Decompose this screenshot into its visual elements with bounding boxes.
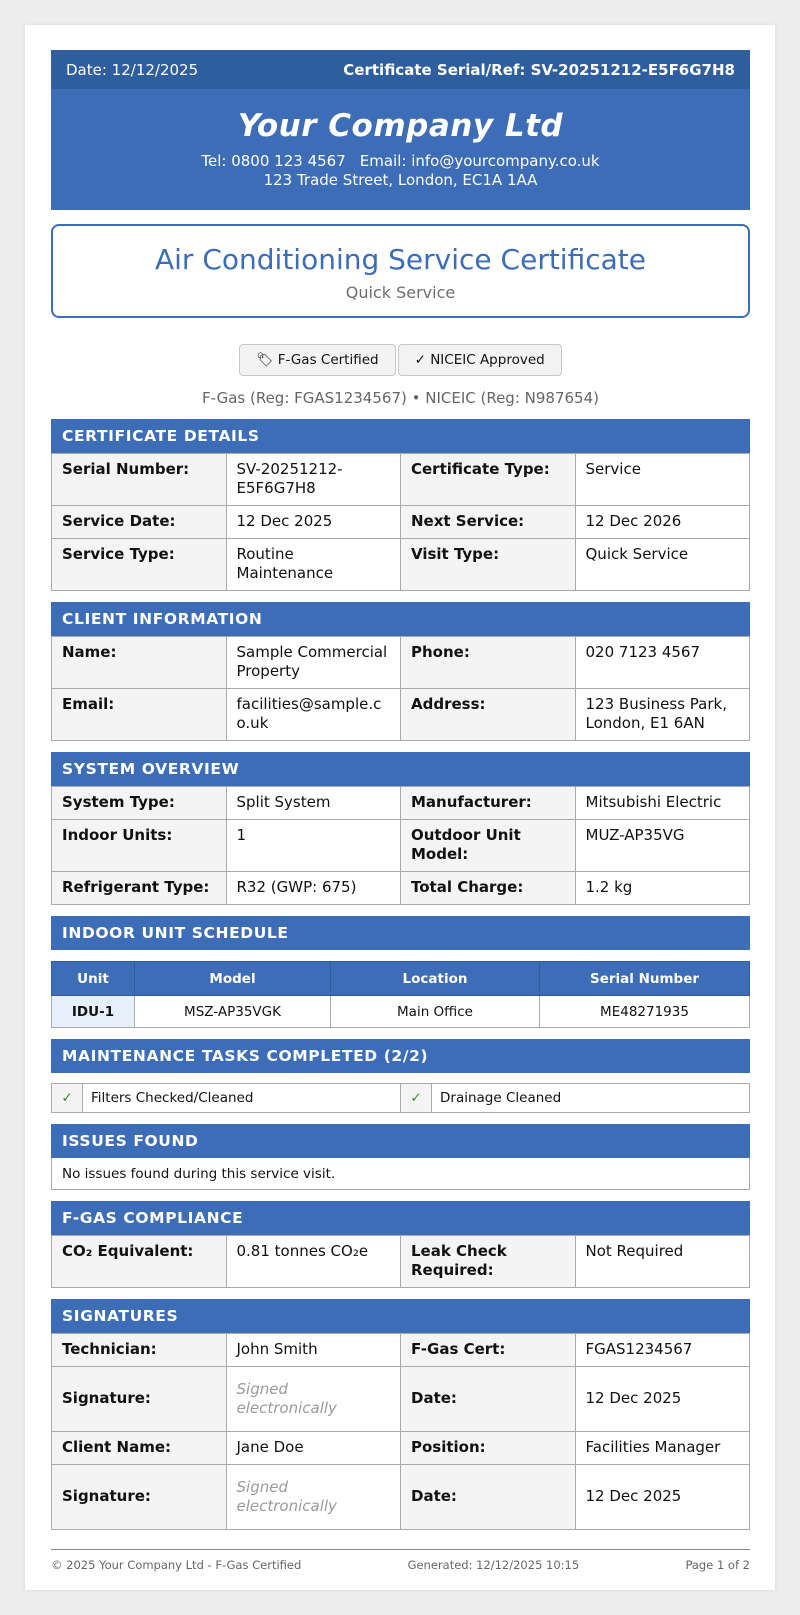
field-label: Date: [401, 1367, 576, 1432]
company-name: Your Company Ltd [237, 108, 564, 144]
task-label: Drainage Cleaned [440, 1090, 562, 1106]
footer-copyright: © 2025 Your Company Ltd - F-Gas Certified [51, 1558, 302, 1572]
column-header: Unit [52, 962, 135, 996]
signatures-section [51, 1299, 750, 1530]
unit-serial: ME48271935 [540, 996, 750, 1028]
table-row [52, 1334, 750, 1367]
fgas-cert-value: FGAS1234567 [575, 1334, 750, 1367]
check-icon: ✓ [52, 1084, 83, 1112]
certificate-details-section [51, 419, 750, 591]
field-label: Indoor Units: [52, 820, 227, 872]
company-tel: Tel: 0800 123 4567 [201, 152, 346, 170]
section-heading: SIGNATURES [51, 1299, 750, 1333]
fgas-compliance-section [51, 1201, 750, 1288]
list-item [401, 1083, 750, 1113]
section-heading: CERTIFICATE DETAILS [51, 419, 750, 453]
field-label: Certificate Type: [401, 454, 576, 506]
certificate-details-table [51, 453, 750, 591]
page-footer [51, 1549, 750, 1572]
field-label: System Type: [52, 787, 227, 820]
certificate-type-value: Service [575, 454, 750, 506]
maintenance-task-list [51, 1083, 750, 1113]
field-label: Refrigerant Type: [52, 872, 227, 905]
table-row [52, 637, 750, 689]
table-row [52, 539, 750, 591]
system-overview-section [51, 752, 750, 905]
section-heading: SYSTEM OVERVIEW [51, 752, 750, 786]
company-contact [51, 152, 750, 171]
column-header: Location [331, 962, 540, 996]
next-service-value: 12 Dec 2026 [575, 506, 750, 539]
manufacturer-value: Mitsubishi Electric [575, 787, 750, 820]
section-heading: INDOOR UNIT SCHEDULE [51, 916, 750, 950]
service-date-value: 12 Dec 2025 [226, 506, 401, 539]
registration-numbers: F-Gas (Reg: FGAS1234567) • NICEIC (Reg: N987654) [201, 389, 599, 407]
table-row [52, 506, 750, 539]
table-row [52, 996, 750, 1028]
column-header: Serial Number [540, 962, 750, 996]
company-email: Email: info@yourcompany.co.uk [359, 152, 600, 170]
leak-check-value: Not Required [575, 1236, 750, 1288]
footer-generated: Generated: 12/12/2025 10:15 [407, 1558, 580, 1572]
unit-id: IDU-1 [52, 996, 135, 1028]
client-information-table [51, 636, 750, 741]
co2-equivalent-value: 0.81 tonnes CO₂e [226, 1236, 401, 1288]
field-label: Address: [401, 689, 576, 741]
field-label: Technician: [52, 1334, 227, 1367]
field-label: CO₂ Equivalent: [52, 1236, 227, 1288]
client-information-section [51, 602, 750, 741]
field-label: Position: [401, 1432, 576, 1465]
company-address: 123 Trade Street, London, EC1A 1AA [263, 171, 538, 189]
task-label: Filters Checked/Cleaned [91, 1090, 254, 1106]
table-row [52, 1432, 750, 1465]
client-email-value: facilities@sample.co.uk [226, 689, 401, 741]
client-signatory-value: Jane Doe [226, 1432, 401, 1465]
section-heading: F-GAS COMPLIANCE [51, 1201, 750, 1235]
section-heading: ISSUES FOUND [51, 1124, 750, 1158]
signatures-table [51, 1333, 750, 1530]
system-type-value: Split System [226, 787, 401, 820]
field-label: Visit Type: [401, 539, 576, 591]
field-label: Email: [52, 689, 227, 741]
table-row [52, 689, 750, 741]
table-row [52, 454, 750, 506]
issues-section [51, 1124, 750, 1190]
client-signature: Signed electronically [226, 1465, 401, 1530]
indoor-unit-schedule-section [51, 916, 750, 1028]
field-label: Serial Number: [52, 454, 227, 506]
section-heading: MAINTENANCE TASKS COMPLETED (2/2) [51, 1039, 750, 1073]
accreditation-badges [51, 344, 750, 376]
unit-location: Main Office [331, 996, 540, 1028]
certificate-ref: Certificate Serial/Ref: SV-20251212-E5F6G7H8 [343, 60, 735, 79]
client-address-value: 123 Business Park, London, E1 6AN [575, 689, 750, 741]
table-row [52, 872, 750, 905]
client-position-value: Facilities Manager [575, 1432, 750, 1465]
field-label: Outdoor Unit Model: [401, 820, 576, 872]
certificate-page [25, 25, 775, 1590]
niceic-badge: ✓ NICEIC Approved [398, 344, 562, 376]
table-header-row [52, 962, 750, 996]
check-icon: ✓ [401, 1084, 432, 1112]
table-row [52, 1465, 750, 1530]
refrigerant-type-value: R32 (GWP: 675) [226, 872, 401, 905]
technician-name-value: John Smith [226, 1334, 401, 1367]
outdoor-model-value: MUZ-AP35VG [575, 820, 750, 872]
section-heading: CLIENT INFORMATION [51, 602, 750, 636]
company-header [51, 89, 750, 210]
total-charge-value: 1.2 kg [575, 872, 750, 905]
field-label: Next Service: [401, 506, 576, 539]
technician-signature: Signed electronically [226, 1367, 401, 1432]
field-label: Name: [52, 637, 227, 689]
top-bar [51, 50, 750, 89]
page-number: Page 1 of 2 [685, 1558, 750, 1572]
client-name-value: Sample Commercial Property [226, 637, 401, 689]
indoor-unit-table [51, 961, 750, 1028]
technician-date-value: 12 Dec 2025 [575, 1367, 750, 1432]
list-item [51, 1083, 401, 1113]
issue-date: Date: 12/12/2025 [66, 60, 199, 79]
column-header: Model [135, 962, 331, 996]
maintenance-section [51, 1039, 750, 1113]
fgas-compliance-table [51, 1235, 750, 1288]
table-row [52, 787, 750, 820]
serial-number-value: SV-20251212-E5F6G7H8 [226, 454, 401, 506]
field-label: Manufacturer: [401, 787, 576, 820]
client-date-value: 12 Dec 2025 [575, 1465, 750, 1530]
issues-text: No issues found during this service visit. [51, 1158, 750, 1190]
visit-type-value: Quick Service [575, 539, 750, 591]
service-type-value: Routine Maintenance [226, 539, 401, 591]
unit-model: MSZ-AP35VGK [135, 996, 331, 1028]
field-label: Service Date: [52, 506, 227, 539]
field-label: Leak Check Required: [401, 1236, 576, 1288]
table-row [52, 1367, 750, 1432]
certificate-title: Air Conditioning Service Certificate [155, 243, 646, 276]
certificate-subtitle: Quick Service [345, 283, 456, 302]
client-phone-value: 020 7123 4567 [575, 637, 750, 689]
certificate-title-box [51, 224, 750, 318]
field-label: Signature: [52, 1465, 227, 1530]
field-label: Total Charge: [401, 872, 576, 905]
field-label: Client Name: [52, 1432, 227, 1465]
field-label: Date: [401, 1465, 576, 1530]
field-label: F-Gas Cert: [401, 1334, 576, 1367]
table-row [52, 1236, 750, 1288]
field-label: Phone: [401, 637, 576, 689]
field-label: Service Type: [52, 539, 227, 591]
table-row [52, 820, 750, 872]
indoor-units-value: 1 [226, 820, 401, 872]
field-label: Signature: [52, 1367, 227, 1432]
system-overview-table [51, 786, 750, 905]
fgas-badge: 🏷 F-Gas Certified [239, 344, 395, 376]
